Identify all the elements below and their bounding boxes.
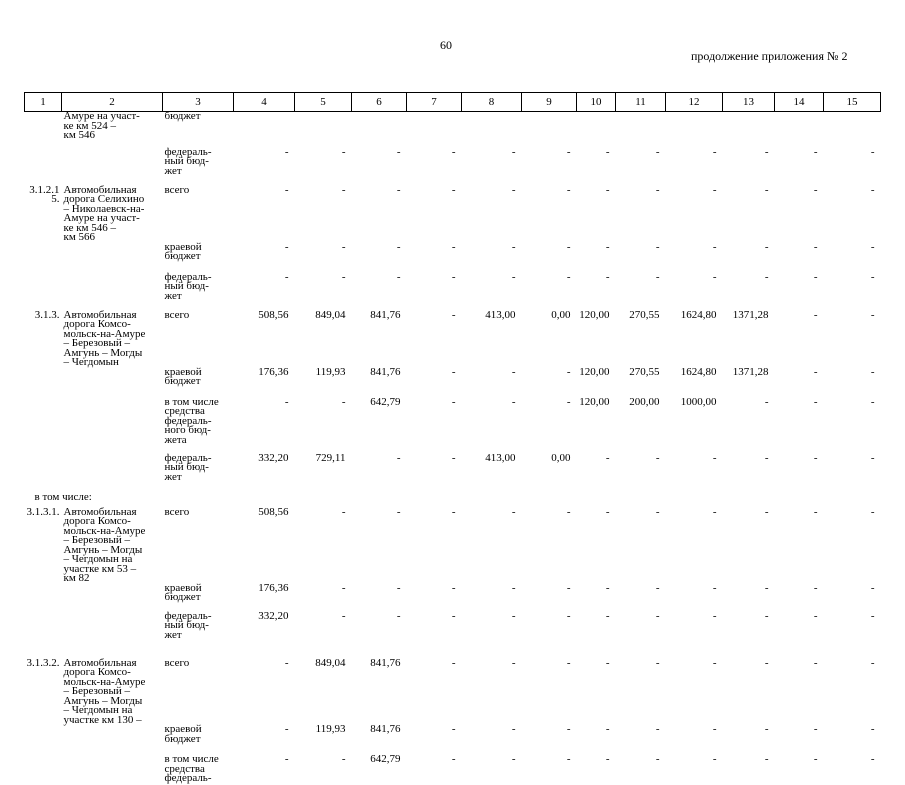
value-cell: - <box>566 365 571 378</box>
item-name: Автомобильная дорога Селихино – Николаевск-на- Амуре на участ- ке км 546 – км 566 <box>63 183 145 243</box>
value-cell <box>462 112 522 148</box>
funding-source: краевой бюджет <box>164 581 202 603</box>
value-cell: - <box>284 656 289 669</box>
table-row <box>25 584 881 612</box>
table-row <box>25 755 881 785</box>
value-cell: 841,76 <box>370 656 401 669</box>
value-cell: - <box>511 145 516 158</box>
item-name <box>62 612 163 659</box>
item-code <box>25 612 62 659</box>
value-cell: - <box>870 365 875 378</box>
funding-source: краевой бюджет <box>164 723 202 745</box>
value-cell: - <box>655 581 660 594</box>
column-header: 7 <box>407 93 462 112</box>
value-cell <box>234 112 295 148</box>
value-cell: - <box>712 723 717 735</box>
value-cell <box>577 112 616 148</box>
value-cell: - <box>451 395 456 408</box>
item-code <box>25 454 62 492</box>
value-cell: - <box>712 505 717 518</box>
value-cell: - <box>813 395 818 408</box>
value-cell: 270,55 <box>629 308 660 321</box>
value-cell: - <box>655 240 660 253</box>
value-cell: - <box>764 240 769 253</box>
value-cell: - <box>764 609 769 622</box>
funding-source: всего <box>164 183 190 196</box>
value-cell: - <box>712 240 717 253</box>
funding-source: краевой бюджет <box>164 365 202 387</box>
value-cell: - <box>712 581 717 594</box>
value-cell: - <box>813 656 818 669</box>
value-cell: - <box>511 505 516 518</box>
value-cell: - <box>712 183 717 196</box>
value-cell: - <box>605 240 610 253</box>
value-cell: - <box>511 581 516 594</box>
table-row <box>25 398 881 454</box>
value-cell: - <box>605 505 610 518</box>
funding-source: федераль- ный бюд- жет <box>164 451 212 483</box>
value-cell: - <box>764 723 769 735</box>
value-cell: - <box>284 723 289 735</box>
value-cell: - <box>566 183 571 196</box>
value-cell: - <box>655 270 660 283</box>
value-cell: - <box>451 656 456 669</box>
value-cell: - <box>764 451 769 464</box>
item-name: Амуре на участ- ке км 524 – км 546 <box>63 110 140 141</box>
value-cell: - <box>655 656 660 669</box>
value-cell: - <box>451 609 456 622</box>
value-cell: - <box>451 183 456 196</box>
value-cell: - <box>813 753 818 765</box>
funding-source: в том числе средства федераль- ного бюд- жета <box>164 395 219 446</box>
value-cell: - <box>712 753 717 765</box>
item-name <box>62 725 163 755</box>
item-name <box>62 584 163 612</box>
value-cell: - <box>605 451 610 464</box>
column-header: 12 <box>666 93 723 112</box>
value-cell: - <box>396 145 401 158</box>
value-cell: - <box>566 395 571 408</box>
item-code <box>25 725 62 755</box>
column-header: 8 <box>462 93 522 112</box>
value-cell: - <box>813 270 818 283</box>
value-cell: - <box>511 656 516 669</box>
item-code <box>25 243 62 273</box>
item-code: 3.1.3. <box>34 308 60 321</box>
funding-source: всего <box>164 505 190 518</box>
value-cell: - <box>341 609 346 622</box>
value-cell: - <box>813 365 818 378</box>
table-row <box>25 454 881 492</box>
budget-table <box>24 92 881 785</box>
table-row <box>25 659 881 726</box>
item-code <box>25 755 62 785</box>
value-cell: - <box>655 183 660 196</box>
funding-source: федераль- ный бюд- жет <box>164 609 212 641</box>
value-cell: 120,00 <box>579 308 610 321</box>
value-cell: - <box>605 145 610 158</box>
value-cell: - <box>396 451 401 464</box>
value-cell: 1371,28 <box>732 308 769 321</box>
table-row <box>25 725 881 755</box>
value-cell <box>723 112 775 148</box>
page-number: 60 <box>440 38 452 52</box>
item-code <box>25 148 62 186</box>
table-row <box>25 186 881 243</box>
value-cell: 729,11 <box>315 451 346 464</box>
value-cell: - <box>396 240 401 253</box>
value-cell: - <box>566 240 571 253</box>
value-cell: - <box>451 145 456 158</box>
value-cell: - <box>511 753 516 765</box>
item-code <box>25 584 62 612</box>
value-cell: 1000,00 <box>680 395 717 408</box>
value-cell: - <box>566 145 571 158</box>
value-cell: - <box>712 145 717 158</box>
value-cell: - <box>813 451 818 464</box>
value-cell: 200,00 <box>629 395 660 408</box>
value-cell: 508,56 <box>258 505 289 518</box>
value-cell: - <box>655 505 660 518</box>
column-header: 11 <box>616 93 666 112</box>
value-cell: - <box>284 395 289 408</box>
value-cell: - <box>566 505 571 518</box>
item-code <box>25 112 62 148</box>
column-header: 3 <box>163 93 234 112</box>
value-cell: 0,00 <box>551 451 571 464</box>
value-cell: - <box>764 656 769 669</box>
value-cell: - <box>813 183 818 196</box>
item-name <box>62 148 163 186</box>
value-cell: - <box>566 581 571 594</box>
column-header: 4 <box>234 93 295 112</box>
value-cell: - <box>870 308 875 321</box>
value-cell: - <box>764 753 769 765</box>
value-cell: - <box>341 270 346 283</box>
value-cell: - <box>451 723 456 735</box>
table-row <box>25 368 881 398</box>
value-cell: - <box>712 656 717 669</box>
value-cell: - <box>451 240 456 253</box>
item-name <box>62 273 163 311</box>
value-cell: - <box>655 451 660 464</box>
funding-source: краевой бюджет <box>164 240 202 262</box>
value-cell: - <box>511 183 516 196</box>
value-cell: - <box>396 183 401 196</box>
value-cell: 841,76 <box>370 723 401 735</box>
funding-source: в том числе средства федераль- <box>164 753 219 784</box>
value-cell: - <box>764 505 769 518</box>
header-row <box>25 93 881 112</box>
column-header: 10 <box>577 93 616 112</box>
item-code: 3.1.3.1. <box>26 505 60 518</box>
value-cell: - <box>396 581 401 594</box>
value-cell: - <box>605 656 610 669</box>
value-cell: - <box>870 723 875 735</box>
value-cell: 849,04 <box>315 308 346 321</box>
value-cell: - <box>511 723 516 735</box>
value-cell: - <box>451 308 456 321</box>
value-cell: 119,93 <box>315 723 346 735</box>
value-cell <box>352 112 407 148</box>
value-cell: 413,00 <box>485 451 516 464</box>
value-cell: - <box>341 753 346 765</box>
value-cell: - <box>655 145 660 158</box>
value-cell: - <box>870 395 875 408</box>
value-cell: - <box>870 183 875 196</box>
value-cell: - <box>451 451 456 464</box>
value-cell: 508,56 <box>258 308 289 321</box>
item-name <box>62 368 163 398</box>
value-cell: - <box>870 240 875 253</box>
value-cell: 1624,80 <box>680 308 717 321</box>
value-cell: - <box>396 609 401 622</box>
item-name: Автомобильная дорога Комсо- мольск-на-Амуре – Березовый – Амгунь – Могды – Чегдомын на участке км 130 – <box>63 656 146 726</box>
value-cell: - <box>655 753 660 765</box>
item-code <box>25 273 62 311</box>
value-cell <box>824 112 881 148</box>
value-cell: - <box>566 270 571 283</box>
value-cell: - <box>605 270 610 283</box>
value-cell: - <box>511 270 516 283</box>
value-cell: 176,36 <box>258 365 289 378</box>
value-cell: - <box>451 270 456 283</box>
value-cell: - <box>605 609 610 622</box>
value-cell: - <box>566 609 571 622</box>
value-cell: 270,55 <box>629 365 660 378</box>
value-cell: - <box>341 183 346 196</box>
value-cell: 332,20 <box>258 451 289 464</box>
value-cell: - <box>870 451 875 464</box>
value-cell: - <box>341 240 346 253</box>
value-cell: - <box>870 753 875 765</box>
item-name <box>62 243 163 273</box>
value-cell: - <box>870 505 875 518</box>
value-cell: 841,76 <box>370 365 401 378</box>
value-cell: - <box>813 505 818 518</box>
table-row <box>25 508 881 584</box>
value-cell: - <box>813 240 818 253</box>
value-cell: - <box>566 723 571 735</box>
value-cell: 413,00 <box>485 308 516 321</box>
value-cell: 120,00 <box>579 365 610 378</box>
value-cell <box>407 112 462 148</box>
value-cell: - <box>511 365 516 378</box>
value-cell: - <box>605 183 610 196</box>
value-cell: 642,79 <box>370 753 401 765</box>
value-cell: - <box>813 581 818 594</box>
value-cell <box>522 112 577 148</box>
value-cell: - <box>284 240 289 253</box>
column-header: 6 <box>352 93 407 112</box>
item-name <box>62 755 163 785</box>
value-cell: - <box>284 270 289 283</box>
value-cell: - <box>712 609 717 622</box>
value-cell: - <box>813 723 818 735</box>
value-cell: - <box>870 609 875 622</box>
table-row <box>25 612 881 659</box>
value-cell: - <box>566 656 571 669</box>
item-name: Автомобильная дорога Комсо- мольск-на-Амуре – Березовый – Амгунь – Могды – Чегдомын на участке км 53 – км 82 <box>63 505 146 584</box>
value-cell: 849,04 <box>315 656 346 669</box>
value-cell <box>295 112 352 148</box>
value-cell: - <box>511 395 516 408</box>
item-name <box>62 454 163 492</box>
value-cell: - <box>605 723 610 735</box>
value-cell: - <box>566 753 571 765</box>
value-cell: - <box>341 581 346 594</box>
table-row <box>25 273 881 311</box>
value-cell: - <box>511 240 516 253</box>
value-cell: - <box>870 656 875 669</box>
value-cell: 1624,80 <box>680 365 717 378</box>
table-row <box>25 112 881 148</box>
item-name <box>62 398 163 454</box>
column-header: 14 <box>775 93 824 112</box>
value-cell: 119,93 <box>315 365 346 378</box>
funding-source: бюджет <box>164 110 201 122</box>
table-row <box>25 311 881 368</box>
value-cell: 120,00 <box>579 395 610 408</box>
value-cell: - <box>813 609 818 622</box>
column-header: 1 <box>25 93 62 112</box>
item-code: 3.1.2.1 5. <box>29 183 60 205</box>
value-cell: 176,36 <box>258 581 289 594</box>
value-cell: - <box>764 183 769 196</box>
value-cell: - <box>511 609 516 622</box>
value-cell <box>666 112 723 148</box>
table-row <box>25 148 881 186</box>
value-cell: 642,79 <box>370 395 401 408</box>
column-header: 2 <box>62 93 163 112</box>
table-row <box>25 243 881 273</box>
value-cell: - <box>605 753 610 765</box>
subsection-label: в том числе: <box>34 490 92 503</box>
value-cell: 841,76 <box>370 308 401 321</box>
value-cell: - <box>451 505 456 518</box>
value-cell: 1371,28 <box>732 365 769 378</box>
funding-source: федераль- ный бюд- жет <box>164 270 212 302</box>
column-header: 5 <box>295 93 352 112</box>
value-cell <box>775 112 824 148</box>
value-cell <box>616 112 666 148</box>
value-cell: - <box>870 581 875 594</box>
value-cell: - <box>813 308 818 321</box>
value-cell: - <box>712 270 717 283</box>
value-cell: - <box>341 395 346 408</box>
value-cell: - <box>451 365 456 378</box>
column-header: 13 <box>723 93 775 112</box>
column-header: 9 <box>522 93 577 112</box>
value-cell: - <box>341 505 346 518</box>
value-cell: - <box>813 145 818 158</box>
item-code <box>25 368 62 398</box>
funding-source: всего <box>164 656 190 669</box>
value-cell: - <box>451 581 456 594</box>
column-header: 15 <box>824 93 881 112</box>
value-cell: - <box>605 581 610 594</box>
value-cell: - <box>284 183 289 196</box>
value-cell: - <box>396 505 401 518</box>
funding-source: федераль- ный бюд- жет <box>164 145 212 177</box>
funding-source: всего <box>164 308 190 321</box>
value-cell: - <box>284 753 289 765</box>
value-cell: - <box>341 145 346 158</box>
item-name: Автомобильная дорога Комсо- мольск-на-Амуре – Березовый – Амгунь – Могды – Чегдомын <box>63 308 146 368</box>
value-cell: - <box>655 723 660 735</box>
value-cell: - <box>764 395 769 408</box>
value-cell: - <box>451 753 456 765</box>
item-code: 3.1.3.2. <box>26 656 60 669</box>
continuation-note: продолжение приложения № 2 <box>691 49 848 63</box>
value-cell: - <box>870 145 875 158</box>
value-cell: - <box>655 609 660 622</box>
value-cell: 0,00 <box>551 308 571 321</box>
value-cell: - <box>764 581 769 594</box>
value-cell: - <box>712 451 717 464</box>
value-cell: - <box>284 145 289 158</box>
value-cell: 332,20 <box>258 609 289 622</box>
value-cell: - <box>764 145 769 158</box>
value-cell: - <box>764 270 769 283</box>
item-code <box>25 398 62 454</box>
value-cell: - <box>396 270 401 283</box>
value-cell: - <box>870 270 875 283</box>
